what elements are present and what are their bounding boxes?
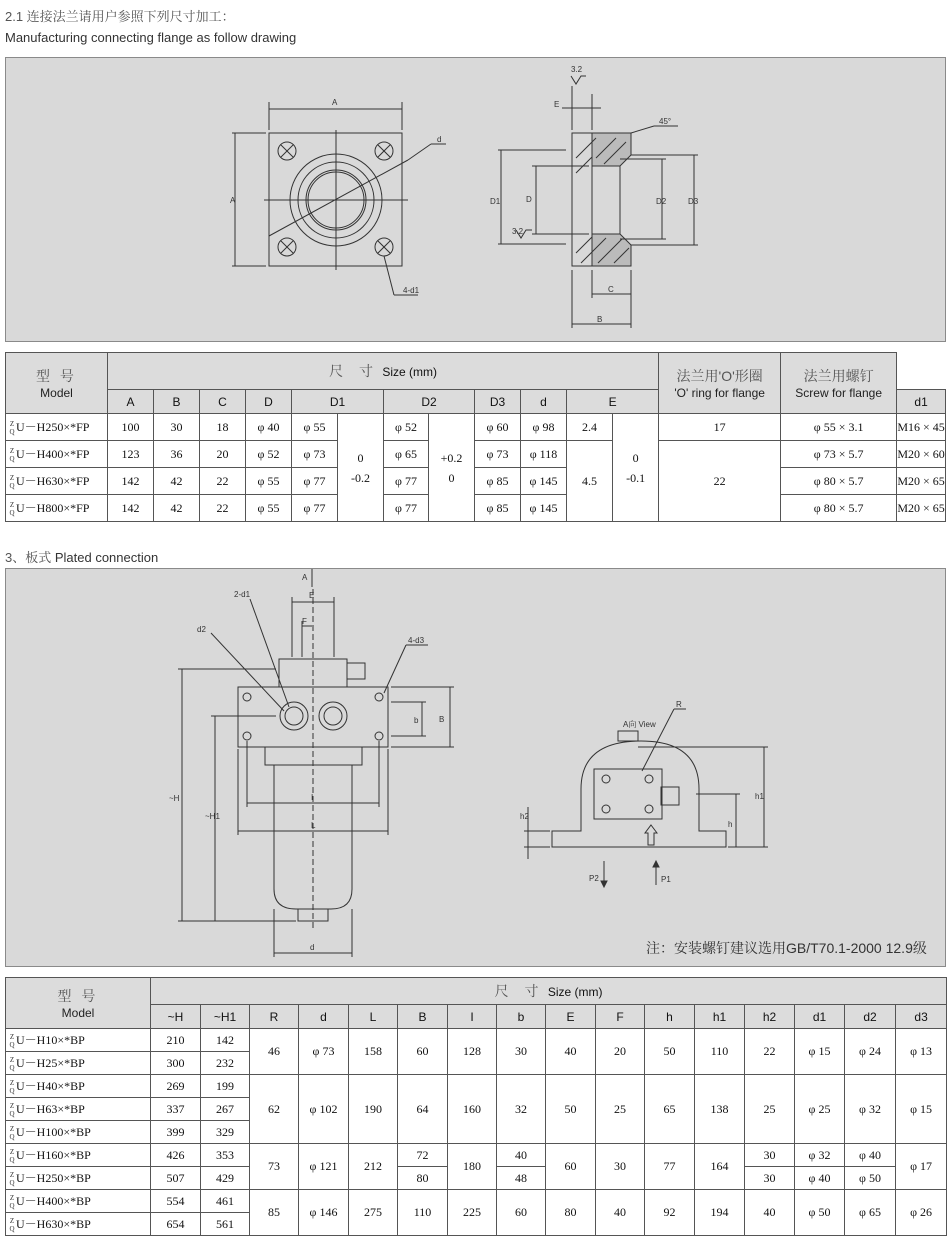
t2-cell: 92 xyxy=(645,1190,695,1236)
t2-cell: 46 xyxy=(250,1029,299,1075)
t1-cell: M20 × 60 xyxy=(897,441,946,468)
plated-drawing-panel xyxy=(5,568,946,967)
dim-D2: D2 xyxy=(656,197,667,206)
t2-cell: 138 xyxy=(695,1075,745,1144)
t2-model-cell: Z QU－H100×*BP xyxy=(6,1121,151,1144)
t2-cell: 190 xyxy=(349,1075,398,1144)
t2-cell: 65 xyxy=(645,1075,695,1144)
t2-model-cell: Z QU－H400×*BP xyxy=(6,1190,151,1213)
t1-cell: φ 80 × 5.7 xyxy=(781,468,897,495)
t2-cell: 461 xyxy=(201,1190,250,1213)
t2-cell: φ 73 xyxy=(299,1029,349,1075)
t1-col-d: d xyxy=(521,390,567,414)
t1-col-C: C xyxy=(200,390,246,414)
p-dim-F: F xyxy=(302,617,307,626)
p-dim-d: d xyxy=(310,943,315,952)
p-dim-E: E xyxy=(309,591,315,600)
t2-cell: 32 xyxy=(497,1075,546,1144)
t2-cell: 40 xyxy=(745,1190,795,1236)
table-row xyxy=(6,414,946,441)
t2-cell: 110 xyxy=(695,1029,745,1075)
t2-model-cell: Z QU－H40×*BP xyxy=(6,1075,151,1098)
t2-cell: 80 xyxy=(546,1190,596,1236)
t1-cell: φ 73 xyxy=(475,441,521,468)
t2-cell: 40 xyxy=(596,1190,645,1236)
t1-col-d1: d1 xyxy=(897,390,946,414)
t1-cell: φ 52 xyxy=(384,414,429,441)
p-dim-H1: ~H1 xyxy=(205,812,220,821)
t1-cell: φ 85 xyxy=(475,495,521,522)
plated-drawing xyxy=(6,569,947,968)
t2-cell: 30 xyxy=(745,1144,795,1167)
t2-cell: 554 xyxy=(151,1190,201,1213)
t2-cell: 399 xyxy=(151,1121,201,1144)
t2-model-cell: Z QU－H10×*BP xyxy=(6,1029,151,1052)
t2-cell: 300 xyxy=(151,1052,201,1075)
t2-cell: 85 xyxy=(250,1190,299,1236)
t2-col-R: R xyxy=(250,1005,299,1029)
dim-C: C xyxy=(608,285,614,294)
section-2-1-title-cn: 2.1 连接法兰请用户参照下列尺寸加工： xyxy=(5,9,235,24)
t2-cell: 128 xyxy=(448,1029,497,1075)
t1-cell: φ 55 xyxy=(246,468,292,495)
t2-cell: 80 xyxy=(398,1167,448,1190)
t2-model-header: 型 号 Model xyxy=(6,978,151,1029)
p-label-P1: P1 xyxy=(661,875,671,884)
dim-D1: D1 xyxy=(490,197,501,206)
t2-model-cell: Z QU－H25×*BP xyxy=(6,1052,151,1075)
t2-cell: φ 17 xyxy=(896,1144,947,1190)
flange-drawing xyxy=(6,58,947,343)
dim-D3: D3 xyxy=(688,197,699,206)
t2-cell: 210 xyxy=(151,1029,201,1052)
p-dim-I: I xyxy=(311,793,314,802)
t1-model-cell: Z QU－H800×*FP xyxy=(6,495,108,522)
t1-cell: 22 xyxy=(200,468,246,495)
t2-model-cell: Z QU－H160×*BP xyxy=(6,1144,151,1167)
t2-cell: 199 xyxy=(201,1075,250,1098)
t2-model-cell: Z QU－H630×*BP xyxy=(6,1213,151,1236)
t1-cell: 142 xyxy=(108,468,154,495)
dim-D: D xyxy=(526,195,532,204)
t1-cell: 123 xyxy=(108,441,154,468)
p-dim-L: L xyxy=(311,821,316,830)
t2-cell: φ 24 xyxy=(845,1029,896,1075)
t1-cell: 42 xyxy=(154,468,200,495)
t1-cell: φ 85 xyxy=(475,468,521,495)
t2-cell: 77 xyxy=(645,1144,695,1190)
t1-cell: M20 × 65 xyxy=(897,468,946,495)
t2-col-B: B xyxy=(398,1005,448,1029)
t2-size-header: 尺 寸 Size (mm) xyxy=(151,978,947,1005)
t2-cell: 50 xyxy=(546,1075,596,1144)
t2-col-h1: h1 xyxy=(695,1005,745,1029)
table-row xyxy=(6,1075,947,1098)
t2-col-d1: d1 xyxy=(795,1005,845,1029)
t2-cell: φ 32 xyxy=(795,1144,845,1167)
t2-cell: 30 xyxy=(497,1029,546,1075)
t2-cell: 329 xyxy=(201,1121,250,1144)
t2-cell: φ 121 xyxy=(299,1144,349,1190)
t2-cell: φ 40 xyxy=(795,1167,845,1190)
t1-cell: 17 xyxy=(659,414,781,441)
flange-drawing-panel xyxy=(5,57,946,342)
t1-col-A: A xyxy=(108,390,154,414)
t1-cell: φ 73 × 5.7 xyxy=(781,441,897,468)
t2-cell: 20 xyxy=(596,1029,645,1075)
p-dim-B: B xyxy=(439,715,445,724)
t2-cell: 50 xyxy=(645,1029,695,1075)
t1-tol-D2: +0.2 0 xyxy=(429,414,475,522)
t2-cell: 25 xyxy=(745,1075,795,1144)
t1-cell: 4.5 xyxy=(567,441,613,522)
t2-col-H1: ~H1 xyxy=(201,1005,250,1029)
table-row xyxy=(6,468,946,495)
t2-cell: 40 xyxy=(546,1029,596,1075)
t2-cell: φ 15 xyxy=(795,1029,845,1075)
t1-cell: φ 60 xyxy=(475,414,521,441)
t2-cell: 22 xyxy=(745,1029,795,1075)
table-row xyxy=(6,1190,947,1213)
section-2-1-title-en: Manufacturing connecting flange as follow drawing xyxy=(5,30,297,45)
t2-cell: 353 xyxy=(201,1144,250,1167)
t1-cell: 100 xyxy=(108,414,154,441)
install-note: 注：安装螺钉建议选用GB/T70.1-2000 12.9级 xyxy=(646,940,927,956)
roughness-top: 3.2 xyxy=(571,65,583,74)
t2-cell: 64 xyxy=(398,1075,448,1144)
t2-col-d2: d2 xyxy=(845,1005,896,1029)
t2-cell: φ 50 xyxy=(795,1190,845,1236)
t1-cell: 142 xyxy=(108,495,154,522)
t2-cell: 60 xyxy=(497,1190,546,1236)
t2-cell: 269 xyxy=(151,1075,201,1098)
dim-4-d1: 4-d1 xyxy=(403,286,420,295)
p-dim-H: ~H xyxy=(169,794,180,803)
t2-cell: φ 15 xyxy=(896,1075,947,1144)
t2-cell: 25 xyxy=(596,1075,645,1144)
t2-col-b: b xyxy=(497,1005,546,1029)
plated-spec-table xyxy=(5,977,947,1236)
t1-model-cell: Z QU－H400×*FP xyxy=(6,441,108,468)
t2-col-L: L xyxy=(349,1005,398,1029)
t1-col-D1: D1 xyxy=(292,390,384,414)
t1-cell: 2.4 xyxy=(567,414,613,441)
dim-angle: 45° xyxy=(659,117,672,126)
p-dim-d2: d2 xyxy=(197,625,206,634)
p-dim-h1: h1 xyxy=(755,792,764,801)
t1-cell: φ 145 xyxy=(521,468,567,495)
dim-B: B xyxy=(597,315,603,324)
t2-cell: 275 xyxy=(349,1190,398,1236)
t2-col-H: ~H xyxy=(151,1005,201,1029)
t2-cell: 60 xyxy=(398,1029,448,1075)
t2-cell: φ 13 xyxy=(896,1029,947,1075)
t1-col-D3: D3 xyxy=(475,390,521,414)
t2-cell: 40 xyxy=(497,1144,546,1167)
t2-cell: 62 xyxy=(250,1075,299,1144)
t1-col-B: B xyxy=(154,390,200,414)
t2-col-E: E xyxy=(546,1005,596,1029)
t1-tol-E: 0 -0.1 xyxy=(613,414,659,522)
t2-cell: 158 xyxy=(349,1029,398,1075)
t2-cell: 30 xyxy=(745,1167,795,1190)
t1-cell: 30 xyxy=(154,414,200,441)
t1-tol-D1: 0 -0.2 xyxy=(338,414,384,522)
section-3-title: 3、板式 Plated connection xyxy=(5,550,159,565)
t1-cell: φ 80 × 5.7 xyxy=(781,495,897,522)
table-row xyxy=(6,1029,947,1052)
t1-model-cell: Z QU－H250×*FP xyxy=(6,414,108,441)
t2-cell: φ 146 xyxy=(299,1190,349,1236)
dim-A-top: A xyxy=(332,98,338,107)
t1-cell: φ 118 xyxy=(521,441,567,468)
table-row xyxy=(6,1144,947,1167)
t2-cell: 60 xyxy=(546,1144,596,1190)
p-dim-R: R xyxy=(676,700,682,709)
t2-model-cell: Z QU－H250×*BP xyxy=(6,1167,151,1190)
roughness-left: 3.2 xyxy=(512,227,524,236)
t2-cell: 110 xyxy=(398,1190,448,1236)
t1-cell: φ 65 xyxy=(384,441,429,468)
t1-cell: φ 77 xyxy=(384,468,429,495)
flange-spec-table xyxy=(5,352,946,522)
t2-cell: 160 xyxy=(448,1075,497,1144)
t2-cell: 232 xyxy=(201,1052,250,1075)
p-dim-h: h xyxy=(728,820,733,829)
t1-cell: φ 55 × 3.1 xyxy=(781,414,897,441)
t2-col-h: h xyxy=(645,1005,695,1029)
t1-cell: φ 77 xyxy=(292,468,338,495)
t2-cell: φ 26 xyxy=(896,1190,947,1236)
p-a-view: A向 View xyxy=(623,720,656,729)
t2-cell: 30 xyxy=(596,1144,645,1190)
p-dim-2-d1: 2-d1 xyxy=(234,590,251,599)
t1-cell: 22 xyxy=(659,441,781,522)
t1-model-header: 型 号 Model xyxy=(6,353,108,414)
dim-E: E xyxy=(554,100,560,109)
t1-cell: φ 98 xyxy=(521,414,567,441)
p-dim-4-d3: 4-d3 xyxy=(408,636,425,645)
t2-cell: φ 40 xyxy=(845,1144,896,1167)
t1-cell: φ 145 xyxy=(521,495,567,522)
t1-model-cell: Z QU－H630×*FP xyxy=(6,468,108,495)
t2-cell: 337 xyxy=(151,1098,201,1121)
t2-col-h2: h2 xyxy=(745,1005,795,1029)
t2-cell: 654 xyxy=(151,1213,201,1236)
t2-cell: 426 xyxy=(151,1144,201,1167)
t2-cell: 48 xyxy=(497,1167,546,1190)
t2-cell: 72 xyxy=(398,1144,448,1167)
t2-col-d: d xyxy=(299,1005,349,1029)
t1-oring-header: 法兰用'O'形圈 'O' ring for flange xyxy=(659,353,781,414)
t1-screw-header: 法兰用螺钉 Screw for flange xyxy=(781,353,897,414)
p-dim-A: A xyxy=(302,573,308,582)
t1-cell: φ 77 xyxy=(384,495,429,522)
t2-cell: 561 xyxy=(201,1213,250,1236)
t1-cell: φ 40 xyxy=(246,414,292,441)
dim-A-side: A xyxy=(230,196,236,205)
t2-cell: φ 50 xyxy=(845,1167,896,1190)
t2-cell: 142 xyxy=(201,1029,250,1052)
t1-cell: 42 xyxy=(154,495,200,522)
t1-cell: φ 77 xyxy=(292,495,338,522)
table-row xyxy=(6,441,946,468)
t2-cell: 225 xyxy=(448,1190,497,1236)
table-row xyxy=(6,495,946,522)
t2-model-cell: Z QU－H63×*BP xyxy=(6,1098,151,1121)
t1-col-E: E xyxy=(567,390,659,414)
t2-cell: 212 xyxy=(349,1144,398,1190)
t1-cell: φ 52 xyxy=(246,441,292,468)
t1-cell: φ 55 xyxy=(292,414,338,441)
t2-col-F: F xyxy=(596,1005,645,1029)
t1-cell: φ 55 xyxy=(246,495,292,522)
dim-d: d xyxy=(437,135,442,144)
t1-cell: M20 × 65 xyxy=(897,495,946,522)
t2-cell: 73 xyxy=(250,1144,299,1190)
t1-col-D2: D2 xyxy=(384,390,475,414)
t1-cell: M16 × 45 xyxy=(897,414,946,441)
t2-col-I: I xyxy=(448,1005,497,1029)
t2-col-d3: d3 xyxy=(896,1005,947,1029)
p-dim-h2: h2 xyxy=(520,812,529,821)
t1-cell: 36 xyxy=(154,441,200,468)
t1-cell: φ 73 xyxy=(292,441,338,468)
t1-cell: 20 xyxy=(200,441,246,468)
t1-col-D: D xyxy=(246,390,292,414)
t1-size-header: 尺 寸 Size (mm) xyxy=(108,353,659,390)
t2-cell: φ 25 xyxy=(795,1075,845,1144)
t2-cell: φ 65 xyxy=(845,1190,896,1236)
t2-cell: φ 32 xyxy=(845,1075,896,1144)
t2-cell: 267 xyxy=(201,1098,250,1121)
t2-cell: φ 102 xyxy=(299,1075,349,1144)
p-dim-b: b xyxy=(414,716,419,725)
t1-cell: 18 xyxy=(200,414,246,441)
t2-cell: 507 xyxy=(151,1167,201,1190)
t1-cell: 22 xyxy=(200,495,246,522)
t2-cell: 164 xyxy=(695,1144,745,1190)
t2-cell: 194 xyxy=(695,1190,745,1236)
t2-cell: 429 xyxy=(201,1167,250,1190)
p-label-P2: P2 xyxy=(589,874,599,883)
t2-cell: 180 xyxy=(448,1144,497,1190)
